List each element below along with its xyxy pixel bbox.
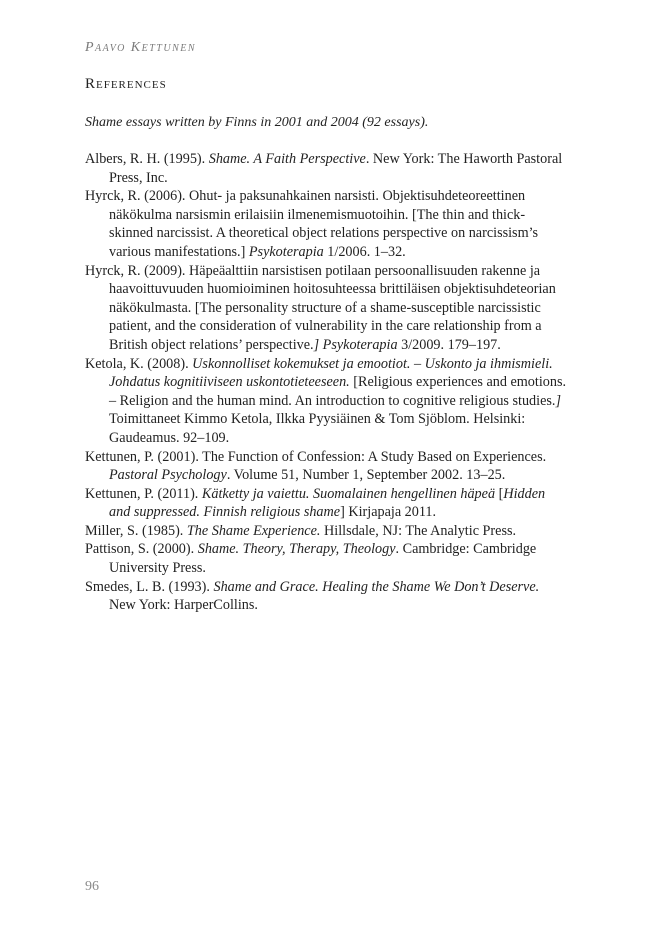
reference-text: Miller, S. (1985). xyxy=(85,522,187,539)
reference-italic-text: Shame. A Faith Perspective xyxy=(208,151,366,167)
reference-entry xyxy=(85,355,569,448)
reference-entry xyxy=(85,150,569,187)
section-title: References xyxy=(85,76,167,92)
reference-entry xyxy=(85,522,569,541)
reference-italic-text: Shame. Theory, Therapy, Theology xyxy=(197,541,396,558)
reference-italic-text: ] Psykoterapia xyxy=(313,336,398,353)
reference-italic-text: The Shame Experience. xyxy=(186,522,321,539)
reference-text: Hillsdale, NJ: The Analytic Press. xyxy=(320,522,517,539)
reference-text: Albers, R. H. (1995). xyxy=(85,151,209,167)
reference-text: . Volume 51, Number 1, September 2002. 13–25. xyxy=(226,467,506,484)
reference-list xyxy=(85,150,569,615)
sources-note: Shame essays written by Finns in 2001 and 2004 (92 essays). xyxy=(85,115,429,130)
reference-italic-text: Shame and Grace. Healing the Shame We Don’t Deserve. xyxy=(213,578,540,595)
reference-italic-text: Uskonnolliset kokemukset ja emootiot. xyxy=(192,355,411,372)
reference-text: – xyxy=(410,355,425,372)
reference-text: . New York: The Haworth Pastoral Press, Inc. xyxy=(109,151,563,186)
reference-italic-text: Uskonto ja ihmismieli. Johdatus kognitiiviseen uskontotieteeseen. xyxy=(109,355,553,391)
reference-text: 1/2006. 1–32. xyxy=(323,243,406,260)
reference-text: Hyrck, R. (2009). Häpeäalttiin narsistisen potilaan persoonallisuuden rakenne ja haavoittuvuuden huomioiminen hoitosuhteessa brittiläisen objektisuhdeteorian näkökulmasta. [The personality structure of a shame-susceptible narcissistic patient, and the consideration of vulnerability in the care relationship from a British object relations’ perspective. xyxy=(85,262,556,353)
running-head: Paavo Kettunen xyxy=(85,40,197,55)
reference-entry xyxy=(85,578,569,615)
reference-text: [ xyxy=(495,485,504,502)
reference-text: Pattison, S. (2000). xyxy=(85,541,198,558)
reference-text: New York: HarperCollins. xyxy=(109,597,258,614)
reference-entry xyxy=(85,485,569,522)
reference-italic-text: Kätketty ja vaiettu. Suomalainen hengellinen häpeä xyxy=(201,485,496,502)
reference-text: Ketola, K. (2008). xyxy=(85,355,193,372)
reference-text: [Religious experiences and emotions. – Religion and the human mind. An introduction to cognitive religious studies. xyxy=(109,374,567,409)
reference-text: Kettunen, P. (2011). xyxy=(85,485,202,502)
reference-text: Smedes, L. B. (1993). xyxy=(85,578,214,595)
reference-text: Hyrck, R. (2006). Ohut- ja paksunahkainen narsisti. Objektisuhdeteoreettinen näkökulma narsismin erilaisiin ilmenemismuotoihin. [The thin and thick-skinned narcissist. A theoretical object relations perspective on narcissism’s various manifestations.] xyxy=(85,188,539,260)
page-number: 96 xyxy=(85,879,99,894)
reference-italic-text: Psykoterapia xyxy=(248,243,324,260)
reference-italic-text: Pastoral Psychology xyxy=(109,467,227,484)
reference-text: ] Kirjapaja 2011. xyxy=(340,504,437,521)
reference-entry xyxy=(85,540,569,577)
reference-text: 3/2009. 179–197. xyxy=(397,336,501,353)
reference-entry xyxy=(85,187,569,261)
reference-entry xyxy=(85,262,569,355)
reference-text: Kettunen, P. (2001). The Function of Confession: A Study Based on Experiences. xyxy=(85,448,547,465)
reference-italic-text: ] xyxy=(555,392,561,409)
reference-italic-text: Hidden and suppressed. Finnish religious shame xyxy=(109,485,546,521)
reference-text: . Cambridge: Cambridge University Press. xyxy=(109,541,537,577)
reference-entry xyxy=(85,448,569,485)
reference-text: Toimittaneet Kimmo Ketola, Ilkka Pyysiäinen & Tom Sjöblom. Helsinki: Gaudeamus. 92–109. xyxy=(109,411,526,446)
